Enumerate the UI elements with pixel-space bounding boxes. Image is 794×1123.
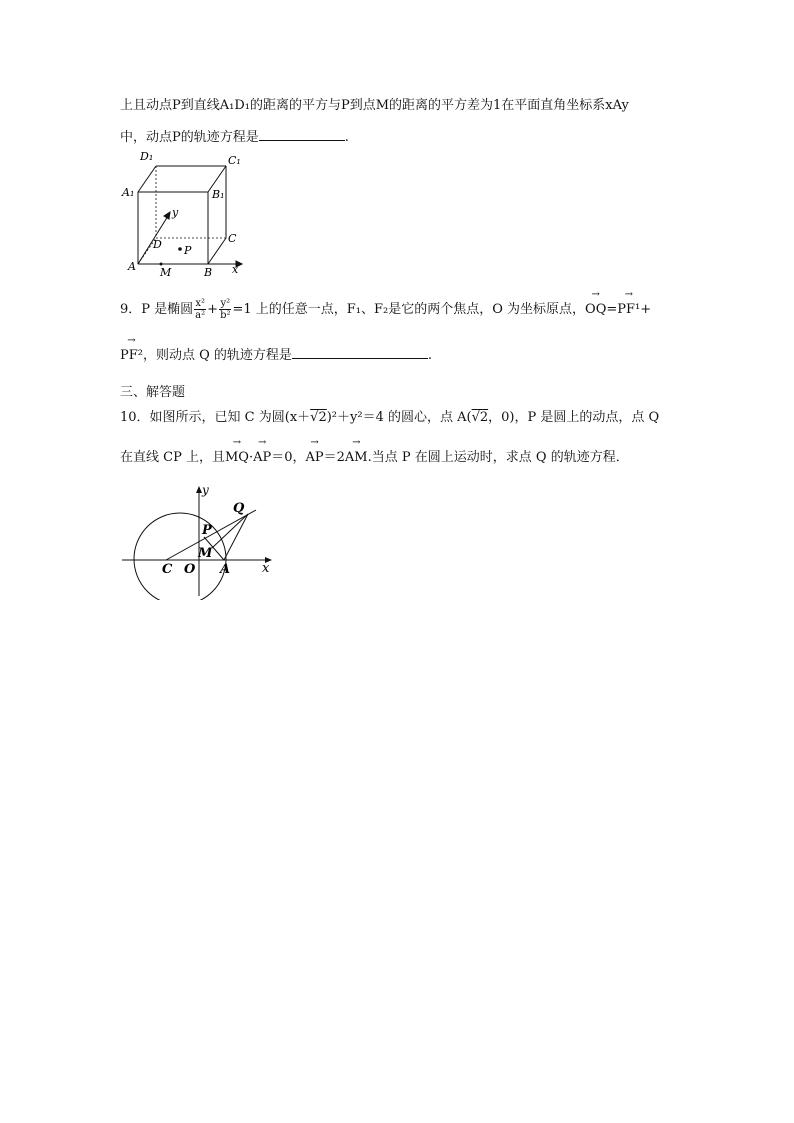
label-c: C: [228, 232, 237, 245]
vector-pf1: → PF¹: [617, 301, 640, 319]
label-o: O: [184, 562, 196, 577]
label-c1: C₁: [228, 154, 241, 167]
frac-num: x²: [195, 298, 205, 309]
frac-den: a²: [195, 310, 206, 321]
problem-number: 10．: [120, 410, 150, 425]
problem8-text: 上且动点P到直线A₁D₁的距离的平方与P到点M的距离的平方差为1在平面直角坐标系xAy: [120, 98, 629, 113]
label-x: x: [232, 263, 239, 276]
label-b1: B₁: [212, 188, 225, 201]
problem10-question: .当点 P 在圆上运动时，求点 Q 的轨迹方程．: [367, 450, 629, 465]
frac-num: y²: [220, 298, 231, 309]
label-q: Q: [233, 501, 245, 516]
plus-sign: +: [640, 302, 652, 317]
period: .: [344, 130, 349, 145]
problem9-line1: [120, 298, 651, 321]
label-d: D: [153, 238, 162, 251]
dot-operator: ·: [248, 450, 254, 465]
problem8-question: 中，动点P的轨迹方程是: [120, 130, 259, 145]
vector-ap: → AP: [306, 449, 324, 467]
sqrt-2: √2: [310, 410, 327, 425]
label-p: P: [202, 523, 212, 538]
problem-number: 9．: [120, 302, 142, 317]
point-p: [178, 247, 182, 251]
problem10-text-e: ＝0，: [271, 450, 306, 465]
section-heading: [120, 384, 185, 402]
problem10-line2: [120, 449, 629, 467]
vector-oq: → OQ: [585, 301, 606, 319]
section-title: 三、解答题: [120, 385, 186, 400]
problem9-text-a: P 是椭圆: [141, 302, 194, 317]
label-c: C: [162, 562, 173, 577]
sqrt-2: √2: [471, 410, 489, 425]
problem10-text-d: 在直线 CP 上，且: [120, 450, 225, 465]
label-y: y: [172, 206, 179, 219]
label-a: A: [128, 260, 136, 273]
label-x: x: [262, 561, 270, 576]
label-d1: D₁: [140, 150, 154, 163]
problem9-question: ，则动点 Q 的轨迹方程是: [142, 348, 292, 363]
problem8-line1: [120, 97, 629, 115]
problem10-text-f: ＝2: [323, 450, 345, 465]
label-m: M: [198, 546, 213, 561]
cube-figure: [118, 146, 253, 278]
problem10-text-a: 如图所示，已知 C 为圆(x＋: [149, 410, 311, 425]
label-p: P: [184, 244, 192, 257]
answer-blank[interactable]: [259, 126, 345, 141]
fraction-y2-b2: [219, 298, 231, 321]
label-a: A: [220, 562, 231, 577]
vector-mq: → MQ: [225, 449, 249, 467]
frac-den: b²: [220, 310, 231, 321]
problem10-text-b: )²＋y²＝4 的圆心，点 A(: [326, 410, 472, 425]
vector-pf2: → PF²: [120, 347, 143, 365]
circle-figure: [120, 480, 280, 600]
vector-am: → AM: [345, 449, 368, 467]
label-y: y: [202, 483, 209, 497]
answer-blank[interactable]: [292, 344, 428, 359]
fraction-x2-a2: [194, 298, 206, 321]
vector-ap: → AP: [253, 449, 271, 467]
period: .: [427, 348, 433, 363]
label-m: M: [160, 266, 172, 278]
label-b: B: [204, 266, 213, 278]
plus-sign: +: [207, 302, 219, 317]
equals-sign: =: [606, 302, 618, 317]
problem8-line2: [120, 126, 349, 147]
problem10-line1: [120, 409, 659, 427]
label-a1: A₁: [122, 186, 135, 199]
problem9-text-b: =1 上的任意一点，F₁、F₂是它的两个焦点，O 为坐标原点，: [232, 302, 586, 317]
problem10-text-c: ，0)，P 是圆上的动点，点 Q: [488, 410, 660, 425]
problem9-line2: [120, 344, 432, 365]
